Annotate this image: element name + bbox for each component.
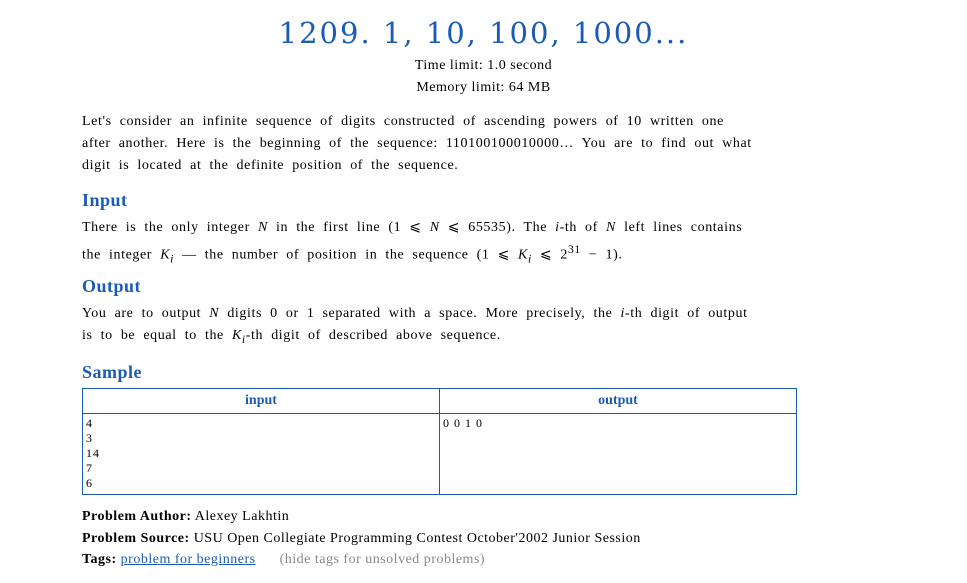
problem-author	[82, 509, 289, 525]
tags-label: Tags:	[82, 552, 117, 567]
author-label: Problem Author:	[82, 509, 192, 524]
output-description	[82, 303, 892, 351]
problem-tags	[82, 552, 485, 568]
time-limit: Time limit: 1.0 second	[414, 58, 553, 73]
input-heading: Input	[82, 190, 128, 210]
sample-output-header: output	[440, 389, 797, 414]
statement	[82, 111, 892, 177]
source-label: Problem Source:	[82, 531, 190, 546]
limits	[0, 55, 967, 99]
hide-tags-link[interactable]: (hide tags for unsolved problems)	[279, 552, 486, 567]
output-heading: Output	[82, 276, 142, 296]
author-name: Alexey Lakhtin	[194, 509, 290, 524]
tag-link-beginners[interactable]: problem for beginners	[120, 552, 256, 567]
output-line: You are to output N digits 0 or 1 separated with a space. More precisely, the i-th digit of output	[82, 306, 748, 321]
problem-title: 1209. 1, 10, 100, 1000...	[278, 16, 689, 50]
statement-line: Let's consider an infinite sequence of digits constructed of ascending powers of 10 written one	[82, 114, 724, 129]
sample-output-cell: 0 0 1 0	[440, 414, 797, 495]
source-text: USU Open Collegiate Programming Contest October'2002 Junior Session	[193, 531, 641, 546]
input-description	[82, 217, 892, 270]
sample-input-header: input	[83, 389, 440, 414]
sample-table	[82, 388, 797, 495]
input-line: There is the only integer N in the first line (1 ⩽ N ⩽ 65535). The i-th of N left lines contains	[82, 220, 743, 235]
sample-heading: Sample	[82, 362, 143, 382]
sample-input-cell: 4 3 14 7 6	[83, 414, 440, 495]
problem-source	[82, 531, 641, 547]
statement-line: digit is located at the definite position of the sequence.	[82, 158, 459, 173]
statement-line: after another. Here is the beginning of the sequence: 110100100010000… You are to find out what	[82, 136, 752, 151]
memory-limit: Memory limit: 64 MB	[416, 80, 551, 95]
input-line: the integer $K_i$ — the number of position in the sequence (1 ⩽ $K_i$ ⩽ $2^{31} - 1$).	[82, 243, 623, 266]
output-line: is to be equal to the $K_i-th$ digit of described above sequence.	[82, 328, 501, 346]
